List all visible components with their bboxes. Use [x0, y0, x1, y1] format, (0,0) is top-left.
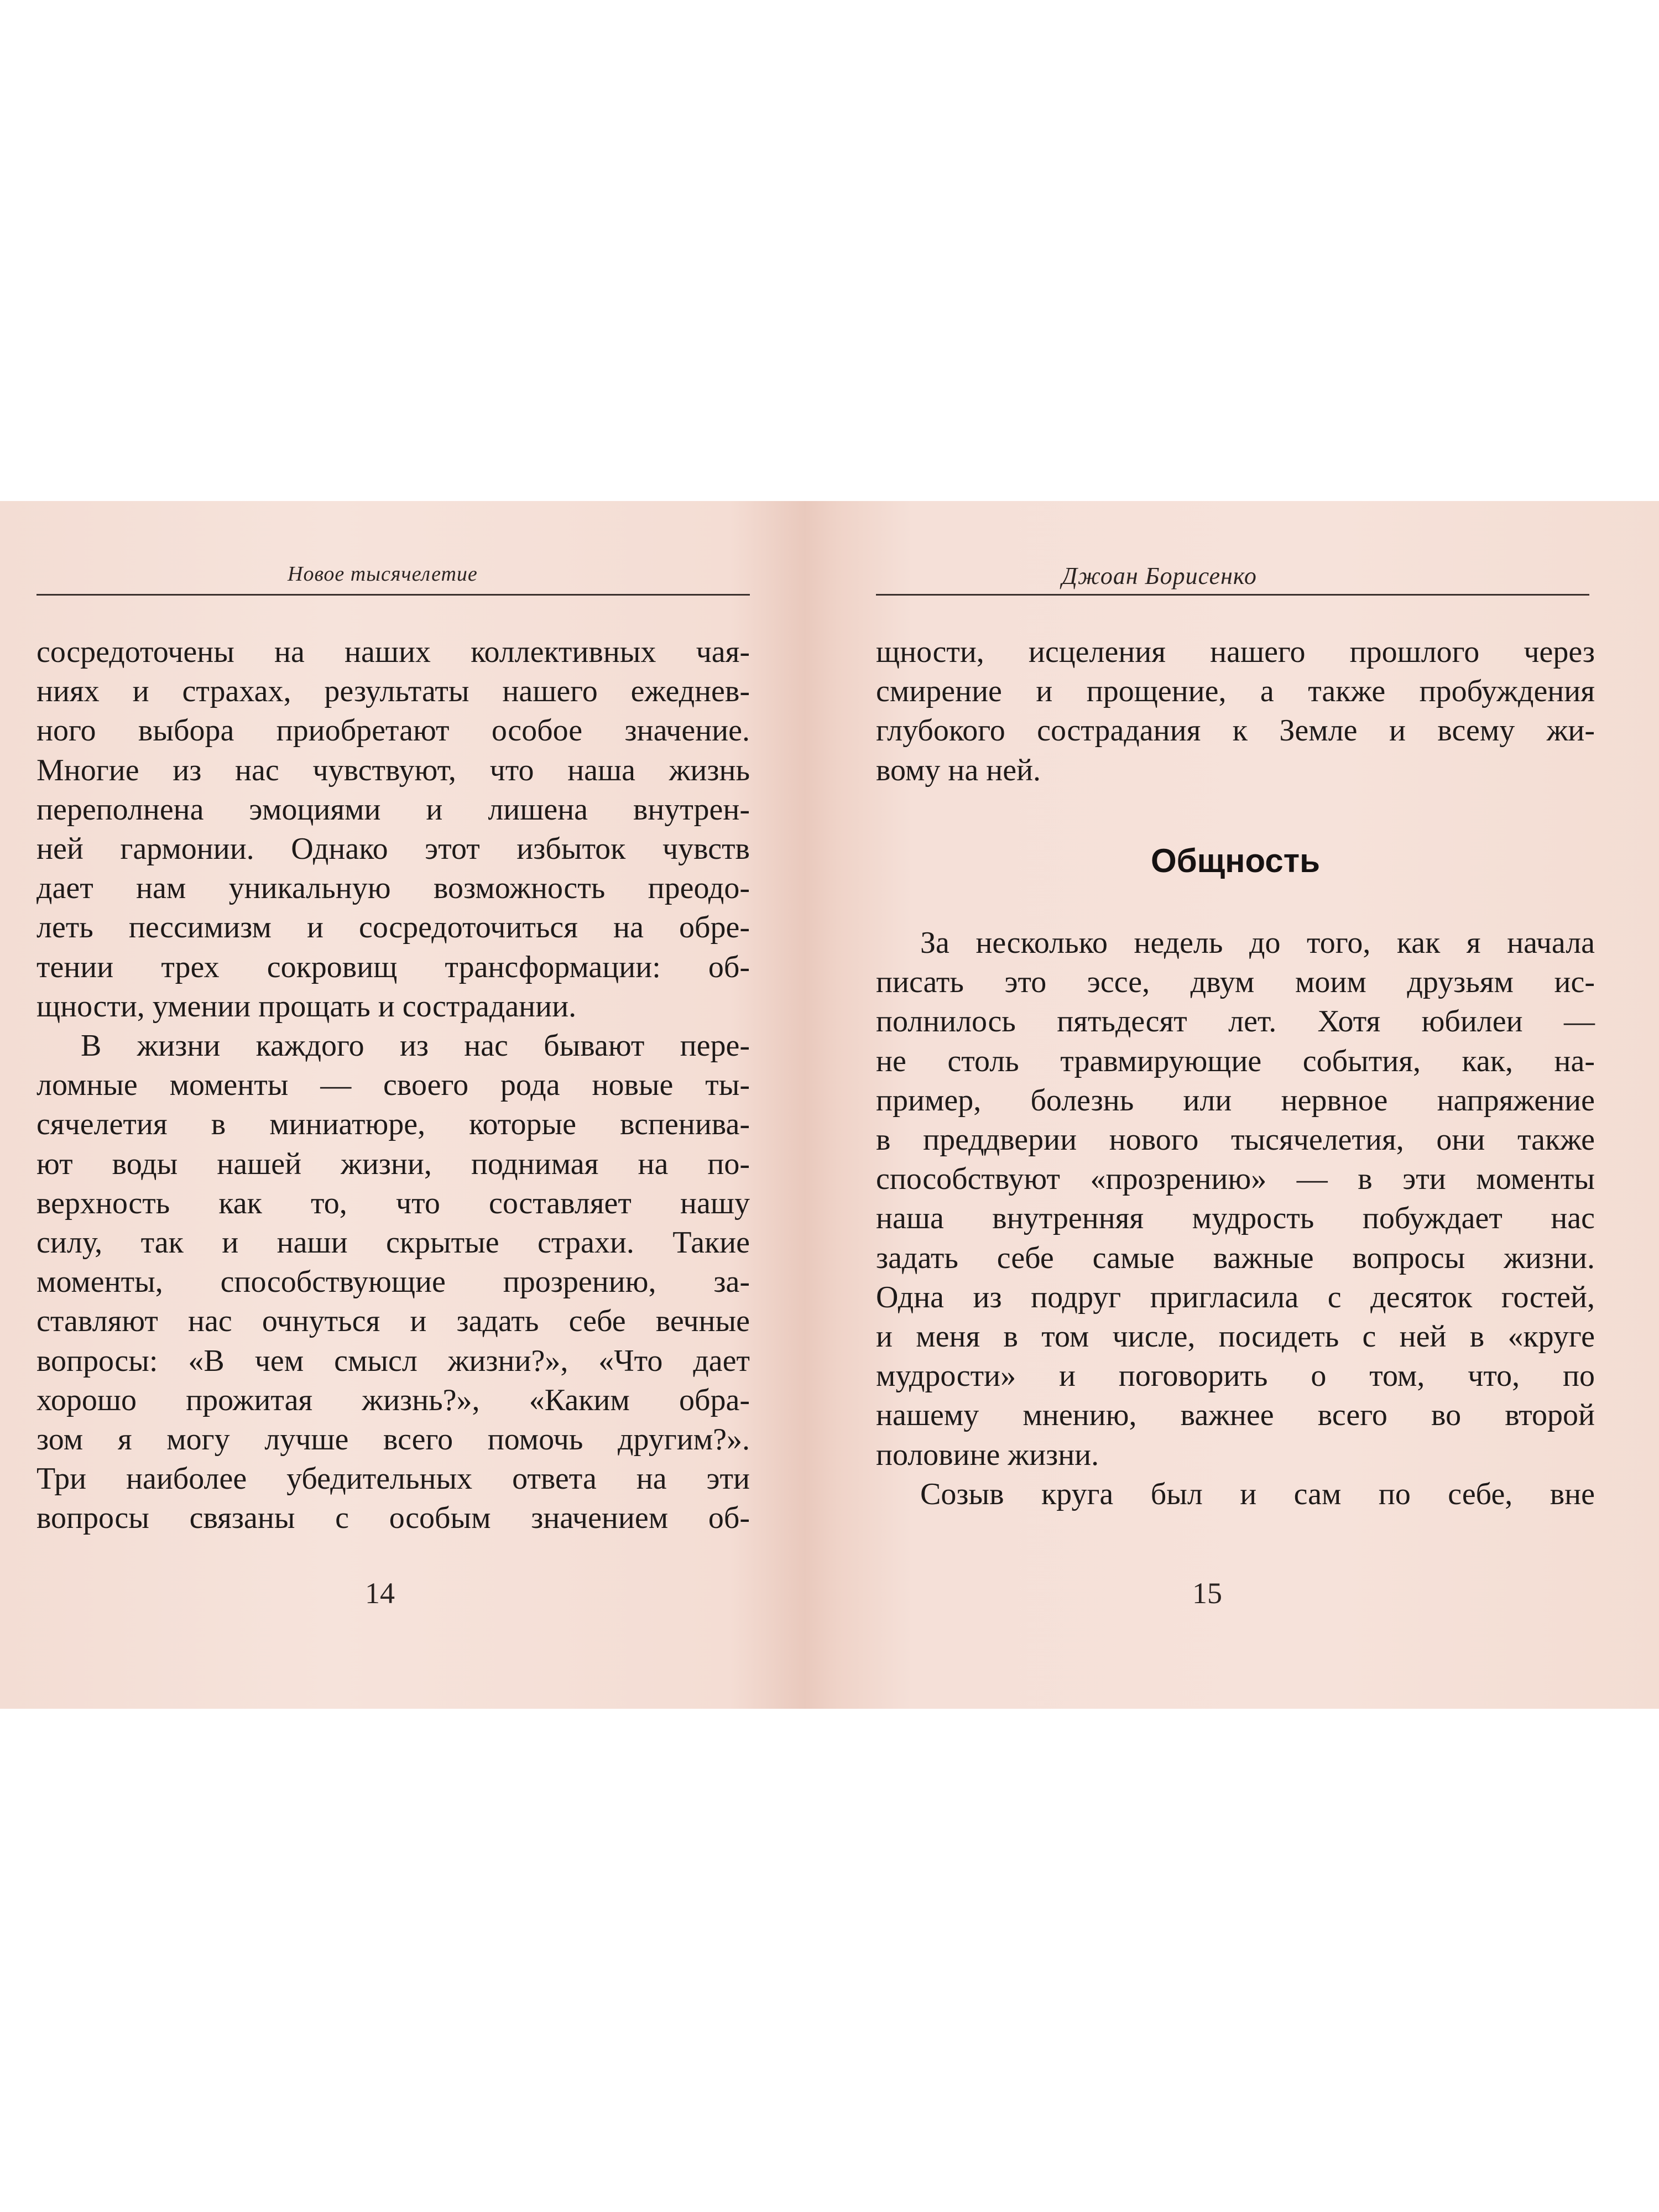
text-line: ниях и страхах, результаты нашего ежеднев-: [36, 674, 750, 709]
text-line: ют воды нашей жизни, поднимая на по-: [36, 1146, 750, 1181]
text-line: вопросы связаны с особым значением об-: [36, 1501, 750, 1536]
text-line: За несколько недель до того, как я начала: [920, 926, 1595, 961]
text-line: наша внутренняя мудрость побуждает нас: [876, 1201, 1595, 1236]
text-line: ного выбора приобретают особое значение.: [36, 713, 750, 748]
text-line: писать это эссе, двум моим друзьям ис-: [876, 965, 1595, 1000]
header-rule-left: [36, 594, 750, 596]
running-head-right: Джоан Борисенко: [1062, 562, 1257, 589]
text-line: Созыв круга был и сам по себе, вне: [920, 1477, 1595, 1511]
text-line: Многие из нас чувствуют, что наша жизнь: [36, 753, 750, 787]
left-page: [0, 501, 807, 1709]
text-line: полнилось пятьдесят лет. Хотя юбилеи —: [876, 1004, 1595, 1039]
running-head-left: Новое тысячелетие: [288, 562, 478, 586]
text-line: вопросы: «В чем смысл жизни?», «Что дает: [36, 1343, 750, 1378]
text-line: мудрости» и поговорить о том, что, по: [876, 1359, 1595, 1394]
text-line: тении трех сокровищ трансформации: об-: [36, 950, 750, 984]
text-line: силу, так и наши скрытые страхи. Такие: [36, 1225, 750, 1260]
body-text-right: [876, 633, 1595, 1514]
text-line: сячелетия в миниатюре, которые вспенива-: [36, 1107, 750, 1142]
page-number-left: 14: [365, 1577, 395, 1610]
text-line: ломные моменты — своего рода новые ты-: [36, 1068, 750, 1103]
text-line: щности, исцеления нашего прошлого через: [876, 635, 1595, 669]
text-line: хорошо прожитая жизнь?», «Каким обра-: [36, 1383, 750, 1417]
text-line: щности, умении прощать и сострадании.: [36, 989, 577, 1024]
book-spread: [0, 501, 1659, 1709]
text-line: глубокого сострадания к Земле и всему жи-: [876, 713, 1595, 748]
text-line: ставляют нас очнуться и задать себе вечные: [36, 1304, 750, 1339]
text-line: задать себе самые важные вопросы жизни.: [876, 1240, 1595, 1275]
text-line: вому на ней.: [876, 753, 1041, 787]
text-line: переполнена эмоциями и лишена внутрен-: [36, 792, 750, 827]
text-line: в преддверии нового тысячелетия, они также: [876, 1123, 1595, 1157]
text-line: дает нам уникальную возможность преодо-: [36, 871, 750, 906]
text-line: пример, болезнь или нервное напряжение: [876, 1083, 1595, 1118]
text-line: В жизни каждого из нас бывают пере-: [81, 1029, 750, 1063]
section-heading: Общность: [1150, 842, 1321, 879]
text-line: и меня в том числе, посидеть с ней в «круге: [876, 1319, 1595, 1354]
text-line: зом я могу лучше всего помочь другим?».: [36, 1422, 750, 1457]
text-line: Одна из подруг пригласила с десяток гостей,: [876, 1280, 1595, 1314]
text-line: ней гармонии. Однако этот избыток чувств: [36, 832, 750, 867]
text-line: сосредоточены на наших коллективных чая-: [36, 635, 750, 669]
text-line: половине жизни.: [876, 1437, 1099, 1472]
header-rule-right: [876, 594, 1589, 596]
text-line: верхность как то, что составляет нашу: [36, 1186, 750, 1220]
text-line: Три наиболее убедительных ответа на эти: [36, 1462, 750, 1496]
text-line: леть пессимизм и сосредоточиться на обре-: [36, 910, 750, 945]
body-text-left: [36, 633, 750, 1538]
text-line: смирение и прощение, а также пробуждения: [876, 674, 1595, 709]
page-number-right: 15: [1192, 1577, 1222, 1610]
text-line: моменты, способствующие прозрению, за-: [36, 1265, 750, 1300]
right-page: [852, 501, 1659, 1709]
text-line: нашему мнению, важнее всего во второй: [876, 1398, 1595, 1433]
text-line: способствуют «прозрению» — в эти моменты: [876, 1162, 1595, 1197]
text-line: не столь травмирующие события, как, на-: [876, 1044, 1595, 1078]
